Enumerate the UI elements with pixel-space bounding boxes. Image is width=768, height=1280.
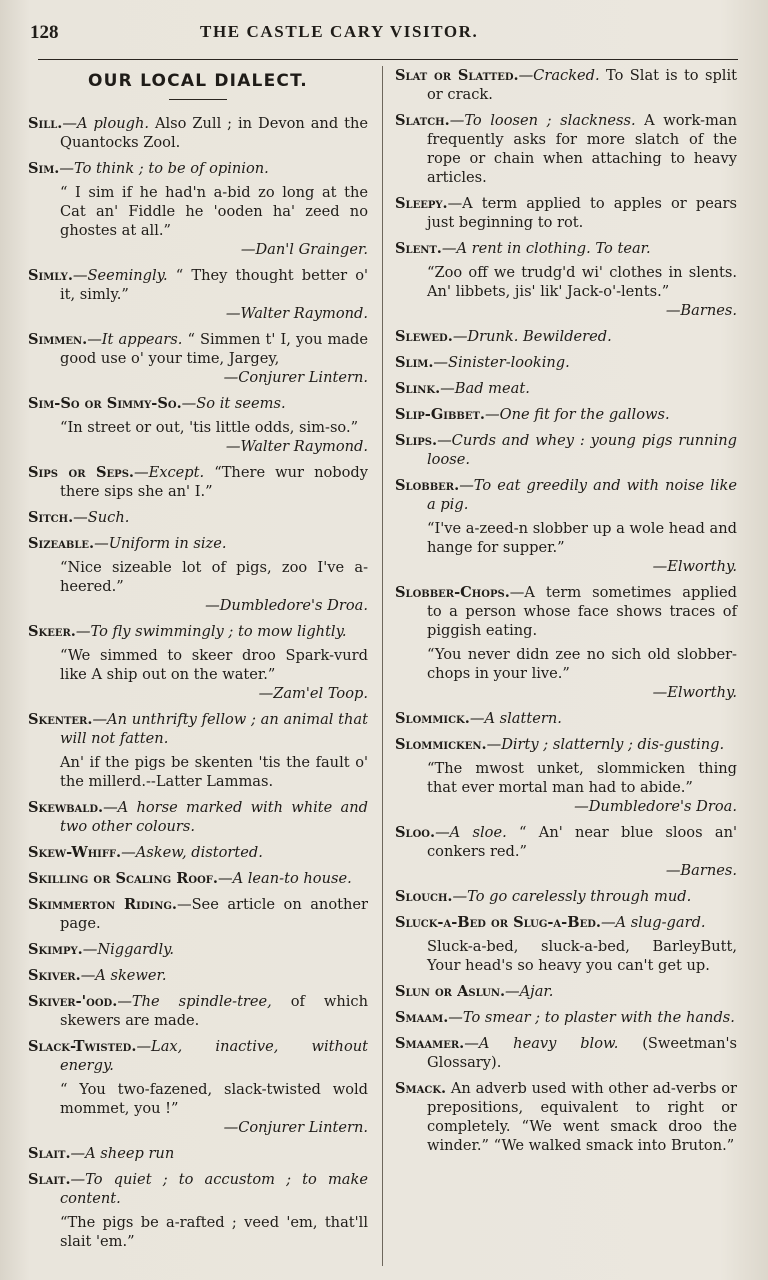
- left-entries: [28, 114, 368, 1251]
- dialect-entry: [395, 1034, 737, 1072]
- definition: —Such.: [73, 509, 130, 526]
- entry-text: (Sweetman's Glossary).: [427, 1035, 737, 1071]
- definition: —To loosen ; slackness.: [449, 112, 636, 129]
- dialect-entry: [395, 1008, 737, 1027]
- definition: —To think ; to be of opinion.: [59, 160, 269, 177]
- dialect-entry: [28, 992, 368, 1030]
- headword: Sips or Seps.: [28, 464, 135, 481]
- definition: —To eat greedily and with noise like a pig.: [427, 477, 737, 513]
- dialect-entry: [28, 710, 368, 748]
- entry-text: of which skewers are made.: [60, 993, 368, 1029]
- headword: Slait.: [28, 1145, 71, 1162]
- definition: —It appears.: [87, 331, 183, 348]
- dialect-quote: [427, 759, 737, 816]
- definition: —A skewer.: [80, 967, 167, 984]
- headword: Slobber.: [395, 477, 460, 494]
- definition: —To smear ; to plaster with the hands.: [448, 1009, 735, 1026]
- headword: Slommick.: [395, 710, 470, 727]
- entry-text: An adverb used with other ad-verbs or prepositions, equivalent to right or completely. “We went smack droo the winder.” “We walked smack into Bruton.”: [427, 1080, 737, 1154]
- running-title: THE CASTLE CARY VISITOR.: [200, 22, 479, 41]
- headword: Sim-So or Simmy-So.: [28, 395, 182, 412]
- quote-text: An' if the pigs be skenten 'tis the fault o' the millerd.--Latter Lammas.: [60, 754, 368, 790]
- definition: —Bad meat.: [440, 380, 530, 397]
- definition: —To fly swimmingly ; to mow lightly.: [75, 623, 347, 640]
- dialect-entry: [28, 798, 368, 836]
- citation-source: —Elworthy.: [652, 558, 737, 575]
- dialect-entry: [395, 913, 737, 932]
- dialect-entry: [395, 405, 737, 424]
- headword: Slun or Aslun.: [395, 983, 506, 1000]
- dialect-entry: [395, 66, 737, 104]
- headword: Slip-Gibbet.: [395, 406, 486, 423]
- dialect-entry: [395, 1079, 737, 1155]
- headword: Slouch.: [395, 888, 453, 905]
- headword: Slobber-Chops.: [395, 584, 510, 601]
- dialect-entry: [395, 379, 737, 398]
- definition: —A rent in clothing. To tear.: [441, 240, 651, 257]
- dialect-entry: [28, 869, 368, 888]
- headword: Skiver.: [28, 967, 81, 984]
- definition: —A horse marked with white and two other colours.: [60, 799, 368, 835]
- dialect-entry: [395, 111, 737, 187]
- headword: Slim.: [395, 354, 434, 371]
- quote-text: “We simmed to skeer droo Spark-vurd like A ship out on the water.”: [60, 647, 368, 683]
- dialect-quote: [427, 645, 737, 702]
- dialect-entry: [395, 709, 737, 728]
- headword: Skewbald.: [28, 799, 104, 816]
- headword: Slait.: [28, 1171, 71, 1188]
- dialect-quote: [60, 753, 368, 791]
- dialect-entry: [395, 239, 737, 258]
- definition: —Ajar.: [505, 983, 554, 1000]
- dialect-entry: [28, 508, 368, 527]
- title-rule: [169, 99, 227, 100]
- dialect-entry: [395, 353, 737, 372]
- quote-text: “In street or out, 'tis little odds, sim-so.”: [60, 419, 359, 436]
- citation-source: —Walter Raymond.: [225, 438, 368, 455]
- headword: Slink.: [395, 380, 441, 397]
- definition: —Uniform in size.: [94, 535, 227, 552]
- definition: —The spindle-tree,: [117, 993, 272, 1010]
- dialect-quote: [427, 519, 737, 576]
- headword: Slewed.: [395, 328, 453, 345]
- dialect-entry: [28, 266, 368, 323]
- citation-source: —Walter Raymond.: [225, 305, 368, 322]
- definition: —A sheep run: [70, 1145, 175, 1162]
- dialect-entry: [28, 622, 368, 641]
- citation-source: —Barnes.: [665, 862, 737, 879]
- definition: —Drunk. Bewildered.: [452, 328, 612, 345]
- headword: Simmen.: [28, 331, 88, 348]
- quote-text: “I've a-zeed-n slobber up a wole head and hange for supper.”: [427, 520, 737, 556]
- headword: Sloo.: [395, 824, 436, 841]
- headword: Skiver-'ood.: [28, 993, 118, 1010]
- dialect-entry: [28, 1170, 368, 1208]
- headword: Skeer.: [28, 623, 76, 640]
- headword: Slent.: [395, 240, 442, 257]
- entry-text: Also Zull ; in Devon and the Quantocks Zool.: [60, 115, 368, 151]
- definition: —A plough.: [62, 115, 150, 132]
- headword: Slat or Slatted.: [395, 67, 519, 84]
- dialect-entry: [395, 583, 737, 640]
- definition: —A slattern.: [469, 710, 562, 727]
- headword: Slack-Twisted.: [28, 1038, 137, 1055]
- dialect-quote: [60, 646, 368, 703]
- headword: Sim.: [28, 160, 60, 177]
- definition: —A heavy blow.: [464, 1035, 619, 1052]
- citation-source: —Dumbledore's Droa.: [574, 798, 737, 815]
- headword: Skimmerton Riding.: [28, 896, 177, 913]
- dialect-quote: [60, 558, 368, 615]
- definition: —Niggardly.: [82, 941, 175, 958]
- entry-text: “ An' near blue sloos an' conkers red.”: [427, 824, 737, 860]
- citation-source: —Elworthy.: [652, 684, 737, 701]
- dialect-entry: [28, 114, 368, 152]
- definition: —To go carelessly through mud.: [452, 888, 692, 905]
- citation-source: —Dan'l Grainger.: [240, 241, 368, 258]
- dialect-entry: [28, 1144, 368, 1163]
- entry-text: “There wur nobody there sips she an' I.”: [60, 464, 369, 500]
- headword: Sluck-a-Bed or Slug-a-Bed.: [395, 914, 601, 931]
- citation-source: —Conjurer Lintern.: [223, 369, 368, 386]
- dialect-quote: [60, 183, 368, 259]
- definition: —An unthrifty fellow ; an animal that will not fatten.: [60, 711, 368, 747]
- quote-text: “The pigs be a-rafted ; veed 'em, that'll slait 'em.”: [60, 1214, 368, 1250]
- dialect-quote: [60, 418, 368, 456]
- dialect-entry: [395, 327, 737, 346]
- dialect-quote: [60, 1213, 368, 1251]
- left-column: [28, 66, 368, 1258]
- citation-source: —Zam'el Toop.: [258, 685, 368, 702]
- dialect-entry: [28, 159, 368, 178]
- dialect-entry: [395, 982, 737, 1001]
- entry-text: —A term sometimes applied to a person whose face shows traces of piggish eating.: [427, 584, 737, 639]
- headword: Smack.: [395, 1080, 447, 1097]
- dialect-quote: [427, 263, 737, 320]
- headword: Smaam.: [395, 1009, 449, 1026]
- dialect-entry: [395, 823, 737, 880]
- dialect-quote: [60, 1080, 368, 1137]
- dialect-entry: [28, 534, 368, 553]
- headword: Skilling or Scaling Roof.: [28, 870, 218, 887]
- headword: Simly.: [28, 267, 73, 284]
- right-column: [395, 66, 737, 1162]
- section-title: OUR LOCAL DIALECT.: [88, 71, 308, 91]
- definition: —A slug-gard.: [600, 914, 706, 931]
- dialect-entry: [28, 966, 368, 985]
- headword: Skenter.: [28, 711, 93, 728]
- headword: Sizeable.: [28, 535, 95, 552]
- entry-text: To Slat is to split or crack.: [427, 67, 738, 103]
- dialect-entry: [395, 887, 737, 906]
- definition: —So it seems.: [181, 395, 286, 412]
- definition: —A lean-to house.: [217, 870, 352, 887]
- dialect-entry: [28, 394, 368, 413]
- headword: Skew-Whiff.: [28, 844, 122, 861]
- definition: —Dirty ; slatternly ; dis-gusting.: [486, 736, 725, 753]
- entry-text: —See article on another page.: [60, 896, 368, 932]
- definition: —Askew, distorted.: [121, 844, 263, 861]
- citation-source: —Conjurer Lintern.: [223, 1119, 368, 1136]
- definition: —Curds and whey : young pigs running loose.: [427, 432, 737, 468]
- dialect-entry: [28, 330, 368, 387]
- definition: —Cracked.: [518, 67, 600, 84]
- entry-text: —A term applied to apples or pears just beginning to rot.: [427, 195, 737, 231]
- definition: —Seemingly.: [72, 267, 168, 284]
- headword: Slommicken.: [395, 736, 487, 753]
- dialect-entry: [395, 431, 737, 469]
- entry-text: A work-man frequently asks for more slatch of the rope or chain when attaching to heavy articles.: [427, 112, 737, 186]
- running-header: [30, 20, 740, 48]
- page-number: 128: [30, 22, 59, 43]
- quote-text: “The mwost unket, slommicken thing that ever mortal man had to abide.”: [427, 760, 737, 796]
- quote-text: “Zoo off we trudg'd wi' clothes in slents. An' libbets, jis' lik' Jack-o'-lents.”: [427, 264, 737, 300]
- citation-source: —Barnes.: [665, 302, 737, 319]
- definition: —To quiet ; to accustom ; to make content.: [60, 1171, 368, 1207]
- headword: Sill.: [28, 115, 63, 132]
- citation-source: —Dumbledore's Droa.: [205, 597, 368, 614]
- dialect-quote: [427, 937, 737, 975]
- headword: Slips.: [395, 432, 438, 449]
- dialect-entry: [395, 735, 737, 754]
- dialect-entry: [28, 940, 368, 959]
- definition: —Sinister-looking.: [433, 354, 570, 371]
- headword: Smaamer.: [395, 1035, 465, 1052]
- definition: —Except.: [134, 464, 205, 481]
- dialect-entry: [395, 194, 737, 232]
- quote-text: “ I sim if he had'n a-bid zo long at the Cat an' Fiddle he 'ooden ha' zeed no ghostes at all.”: [60, 184, 368, 239]
- entry-text: “ Simmen t' I, you made good use o' your time, Jargey,: [60, 331, 368, 367]
- definition: —A sloe.: [435, 824, 507, 841]
- column-divider: [382, 66, 383, 1266]
- entry-text: “ They thought better o' it, simly.”: [60, 267, 368, 303]
- right-entries: [395, 66, 737, 1155]
- dialect-entry: [28, 1037, 368, 1075]
- headword: Skimpy.: [28, 941, 83, 958]
- quote-text: “ You two-fazened, slack-twisted wold mommet, you !”: [60, 1081, 368, 1117]
- quote-text: “You never didn zee no sich old slobber-chops in your live.”: [427, 646, 737, 682]
- definition: —One fit for the gallows.: [485, 406, 670, 423]
- headword: Sleepy.: [395, 195, 448, 212]
- header-rule: [38, 59, 738, 60]
- dialect-entry: [395, 476, 737, 514]
- headword: Slatch.: [395, 112, 450, 129]
- dialect-entry: [28, 463, 368, 501]
- quote-text: Sluck-a-bed, sluck-a-bed, BarleyButt, Your head's so heavy you can't get up.: [427, 938, 737, 974]
- dialect-entry: [28, 895, 368, 933]
- quote-text: “Nice sizeable lot of pigs, zoo I've a-heered.”: [60, 559, 368, 595]
- definition: —Lax, inactive, without energy.: [60, 1038, 368, 1074]
- dialect-entry: [28, 843, 368, 862]
- headword: Sitch.: [28, 509, 74, 526]
